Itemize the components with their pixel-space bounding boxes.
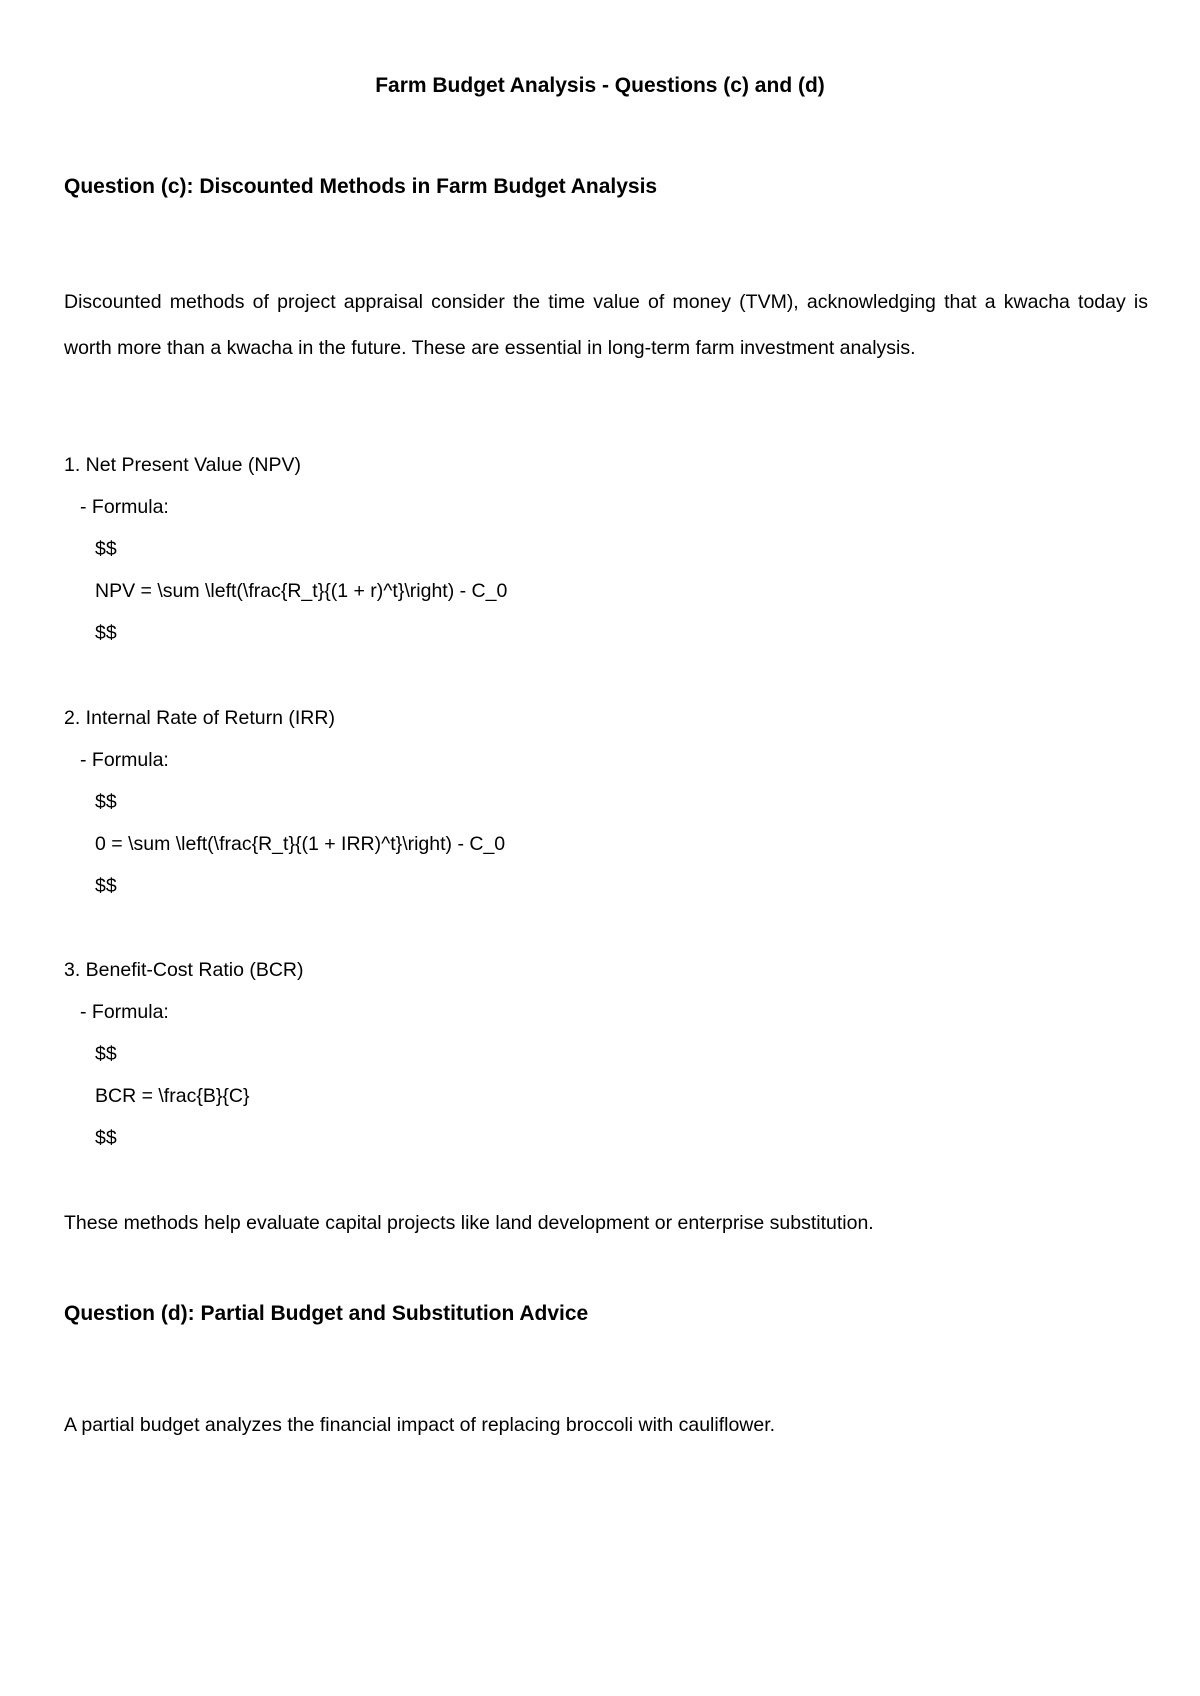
formula-close-delimiter: $$ <box>95 875 117 897</box>
question-d-intro: A partial budget analyzes the financial impact of replacing broccoli with cauliflower. <box>64 1414 776 1436</box>
formula-expression: 0 = \sum \left(\frac{R_t}{(1 + IRR)^t}\right) - C_0 <box>95 833 506 855</box>
question-d-heading: Question (d): Partial Budget and Substitution Advice <box>64 1302 589 1325</box>
document-title: Farm Budget Analysis - Questions (c) and (d) <box>375 74 825 97</box>
formula-label: - Formula: <box>80 496 169 518</box>
method-name: 2. Internal Rate of Return (IRR) <box>64 707 335 729</box>
formula-open-delimiter: $$ <box>95 1043 117 1065</box>
question-c-conclusion: These methods help evaluate capital projects like land development or enterprise substitution. <box>64 1212 874 1234</box>
formula-close-delimiter: $$ <box>95 622 117 644</box>
formula-close-delimiter: $$ <box>95 1127 117 1149</box>
formula-open-delimiter: $$ <box>95 791 117 813</box>
formula-expression: BCR = \frac{B}{C} <box>95 1085 250 1107</box>
question-c-heading: Question (c): Discounted Methods in Farm Budget Analysis <box>64 175 658 198</box>
formula-expression: NPV = \sum \left(\frac{R_t}{(1 + r)^t}\right) - C_0 <box>95 580 508 602</box>
method-name: 3. Benefit-Cost Ratio (BCR) <box>64 959 304 981</box>
method-name: 1. Net Present Value (NPV) <box>64 454 301 476</box>
formula-label: - Formula: <box>80 1001 169 1023</box>
question-c-intro: Discounted methods of project appraisal consider the time value of money (TVM), acknowledging that a kwacha today is worth more than a kwacha in the future. These are essential in long-term farm investment analysis. <box>64 291 1148 359</box>
formula-open-delimiter: $$ <box>95 538 117 560</box>
formula-label: - Formula: <box>80 749 169 771</box>
